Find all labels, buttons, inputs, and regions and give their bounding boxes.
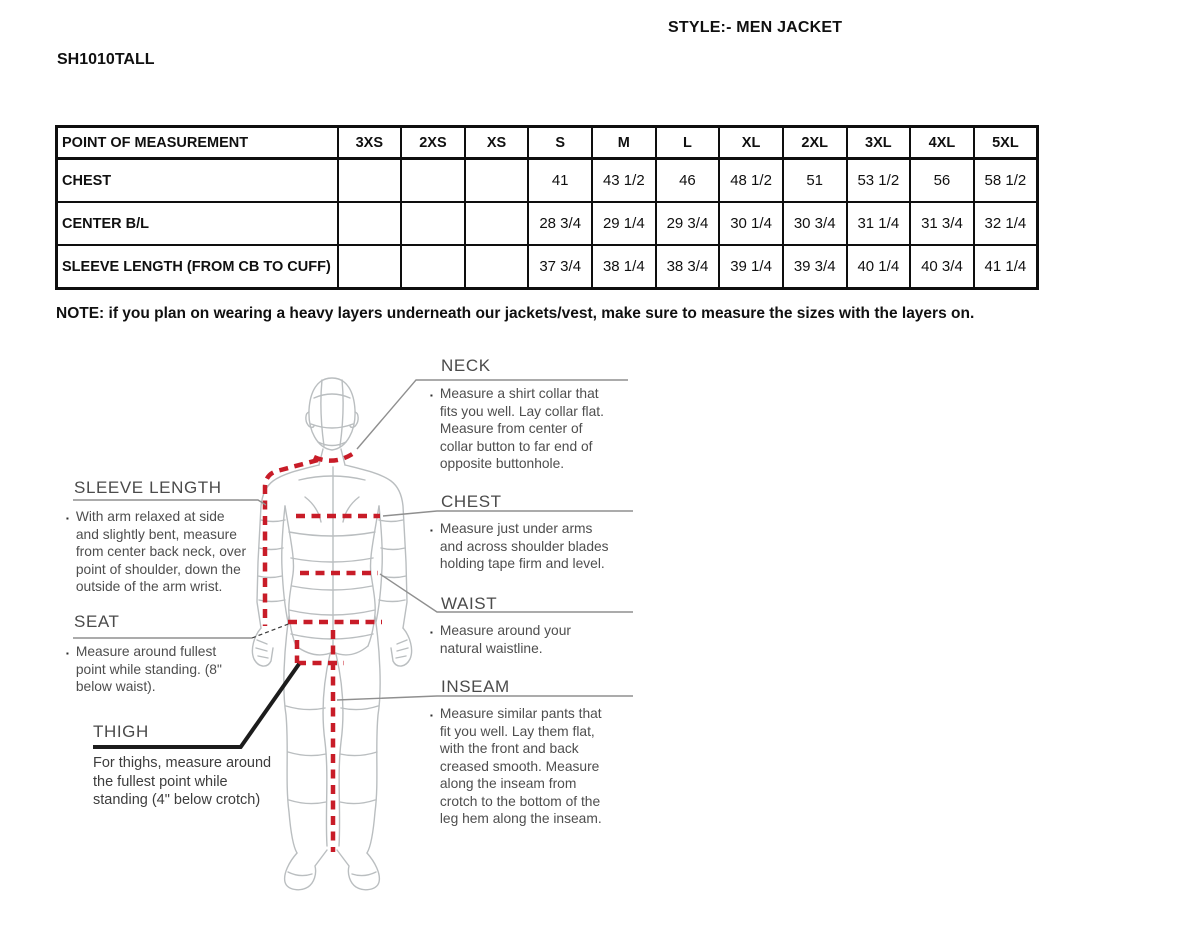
waist-guide-desc: ▪ Measure around your natural waistline. [430,623,571,656]
size-col-header: 3XL [847,127,911,159]
thigh-guide-desc: For thighs, measure around the fullest point while standing (4" below crotch) [93,755,272,808]
product-code: SH1010TALL [57,51,155,68]
bullet-icon: ▪ [430,526,433,535]
size-cell: 30 1/4 [719,202,783,245]
figure-wireframe [252,378,411,890]
size-cell: 40 1/4 [847,245,911,289]
size-col-header: 5XL [974,127,1038,159]
bullet-icon: ▪ [430,711,433,720]
size-cell: 51 [783,159,847,203]
size-cell: 41 [528,159,592,203]
size-cell: 46 [656,159,720,203]
sleeve-guide-desc: ▪ With arm relaxed at side and slightly bent, measure from center back neck, over point of shoulder, down the outside of the arm wrist. [66,509,247,594]
size-col-header: 4XL [910,127,974,159]
size-cell: 37 3/4 [528,245,592,289]
size-cell: 38 1/4 [592,245,656,289]
size-cell: 31 1/4 [847,202,911,245]
thigh-connector-line [240,664,299,748]
sleeve-measure-line [265,460,318,626]
size-cell [338,202,402,245]
row-label: CHEST [57,159,338,203]
chest-connector-line [383,511,633,516]
row-label: SLEEVE LENGTH (FROM CB TO CUFF) [57,245,338,289]
size-cell [338,245,402,289]
neck-guide-title: NECK [441,356,491,375]
waist-guide-title: WAIST [441,594,498,613]
size-cell [401,202,465,245]
inseam-guide-desc: ▪ Measure similar pants that fit you well. Lay them flat, with the front and back creased smooth. Measure along the inseam from crotch to the bottom of the leg hem along the inseam. [430,706,602,826]
size-col-header: 3XS [338,127,402,159]
size-col-header: XL [719,127,783,159]
seat-guide-title: SEAT [74,612,120,631]
bullet-icon: ▪ [66,649,69,658]
sleeve-guide-title: SLEEVE LENGTH [74,478,222,497]
size-cell: 32 1/4 [974,202,1038,245]
size-col-header: 2XL [783,127,847,159]
size-cell: 56 [910,159,974,203]
size-cell [401,159,465,203]
sleeve-underline [73,500,266,505]
size-cell: 30 3/4 [783,202,847,245]
size-chart-table [55,125,1039,290]
size-col-header: L [656,127,720,159]
size-cell: 48 1/2 [719,159,783,203]
size-cell [465,202,529,245]
size-cell: 41 1/4 [974,245,1038,289]
size-cell: 28 3/4 [528,202,592,245]
size-cell [338,159,402,203]
note-text: NOTE: if you plan on wearing a heavy layers underneath our jackets/vest, make sure to measure the sizes with the layers on. [56,305,975,322]
size-cell: 58 1/2 [974,159,1038,203]
size-col-header: XS [465,127,529,159]
inseam-guide-title: INSEAM [441,677,510,696]
bullet-icon: ▪ [430,628,433,637]
size-cell: 53 1/2 [847,159,911,203]
table-row [57,159,1038,203]
size-cell: 31 3/4 [910,202,974,245]
row-label: CENTER B/L [57,202,338,245]
bullet-icon: ▪ [430,391,433,400]
neck-measure-line [314,453,354,461]
table-row [57,202,1038,245]
seat-guide-desc: ▪ Measure around fullest point while standing. (8" below waist). [66,644,222,694]
size-cell [465,245,529,289]
size-col-header: S [528,127,592,159]
size-cell: 39 1/4 [719,245,783,289]
size-cell [465,159,529,203]
size-col-header: M [592,127,656,159]
table-header-row [57,127,1038,159]
size-cell: 29 1/4 [592,202,656,245]
chest-guide-desc: ▪ Measure just under arms and across shoulder blades holding tape firm and level. [430,521,609,571]
size-cell: 39 3/4 [783,245,847,289]
size-col-header: 2XS [401,127,465,159]
seat-connector-line [252,623,291,638]
waist-connector-line [380,574,633,612]
size-cell: 40 3/4 [910,245,974,289]
size-cell: 29 3/4 [656,202,720,245]
size-cell [401,245,465,289]
table-row [57,245,1038,289]
neck-guide-desc: ▪ Measure a shirt collar that fits you well. Lay collar flat. Measure from center of collar button to far end of opposite buttonhole. [430,386,604,471]
bullet-icon: ▪ [66,514,69,523]
thigh-guide-title: THIGH [93,722,149,741]
page-title: STYLE:- MEN JACKET [668,19,843,36]
chest-guide-title: CHEST [441,492,502,511]
size-col-header: POINT OF MEASUREMENT [57,127,338,159]
size-cell: 38 3/4 [656,245,720,289]
size-cell: 43 1/2 [592,159,656,203]
